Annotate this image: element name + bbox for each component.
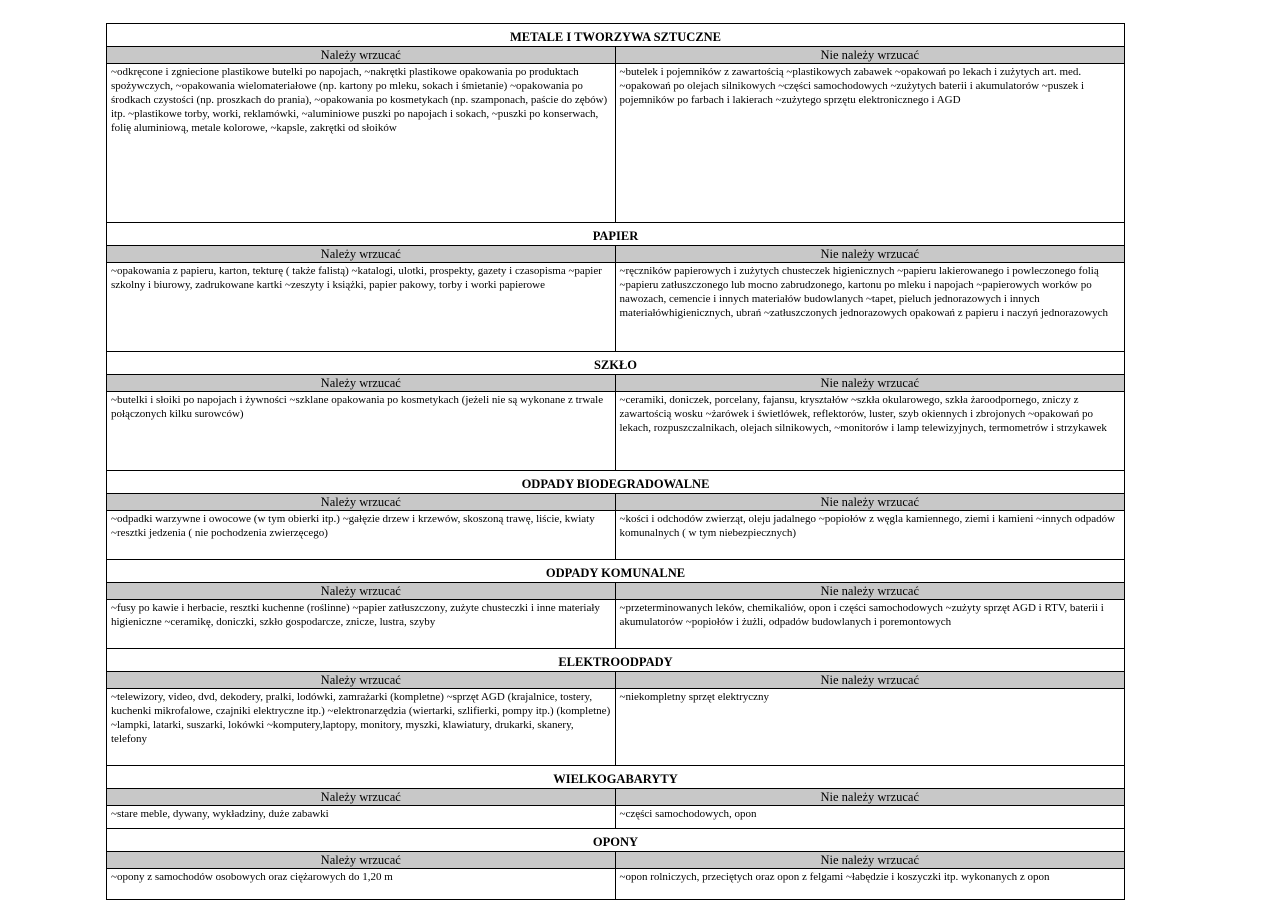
forbidden-header: Nie należy wrzucać <box>820 790 920 804</box>
section-title: SZKŁO <box>593 358 638 372</box>
forbidden-items: ~ceramiki, doniczek, porcelany, fajansu, kryształów ~szkła okularowego, szkła żaroodpornego, zniczy z zawartością wosku ~żarówek i świetlówek, reflektorów, luster, szyb okiennych i zbrojonych ~opakowań po lekach, rozpuszczalnikach, olejach silnikowych, ~monitorów i lamp telewizyjnych, termometrów i strzykawek <box>619 394 1107 434</box>
section-body <box>107 868 1124 899</box>
allowed-header: Należy wrzucać <box>107 789 616 805</box>
section-title: ELEKTROODPADY <box>558 655 673 669</box>
section-title: ODPADY KOMUNALNE <box>545 566 686 580</box>
forbidden-items: ~części samochodowych, opon <box>619 808 757 820</box>
allowed-items: ~odkręcone i zgniecione plastikowe butelki po napojach, ~nakrętki plastikowe opakowania po produktach spożywczych, ~opakowania wielomateriałowe (np. kartony po mleku, sokach i śmietanie) ~opakowania po środkach czystości (np. proszkach do prania), ~opakowania po kosmetykach (np. szamponach, paście do zębów) itp. ~plastikowe torby, worki, reklamówki, ~aluminiowe puszki po napojach i sokach, ~puszki po konserwach, folię aluminiową, metale kolorowe, ~kapsle, zakrętki od słoików <box>107 64 616 222</box>
section-body <box>107 391 1124 470</box>
forbidden-items: ~niekompletny sprzęt elektryczny <box>619 691 770 703</box>
forbidden-header: Nie należy wrzucać <box>820 247 920 261</box>
section-municipal <box>107 559 1124 648</box>
forbidden-items: ~kości i odchodów zwierząt, oleju jadalnego ~popiołów z węgla kamiennego, ziemi i kamieni ~innych odpadów komunalnych ( w tym niebezpiecznych) <box>619 513 1116 539</box>
column-headers <box>107 582 1124 599</box>
forbidden-items: ~opon rolniczych, przeciętych oraz opon z felgami ~łabędzie i koszyczki itp. wykonanych z opon <box>619 871 1050 883</box>
section-body <box>107 688 1124 765</box>
section-glass <box>107 351 1124 470</box>
section-body <box>107 599 1124 648</box>
column-headers <box>107 671 1124 688</box>
section-body <box>107 63 1124 222</box>
forbidden-header: Nie należy wrzucać <box>820 376 920 390</box>
section-bulky-waste <box>107 765 1124 828</box>
forbidden-header: Nie należy wrzucać <box>820 673 920 687</box>
section-paper <box>107 222 1124 351</box>
forbidden-header: Nie należy wrzucać <box>820 853 920 867</box>
forbidden-items: ~butelek i pojemników z zawartością ~plastikowych zabawek ~opakowań po lekach i zużytych art. med. ~opakowań po olejach silnikowych ~części samochodowych ~zużytych baterii i akumulatorów ~puszek i pojemników po farbach i lakierach ~zużytego sprzętu elektronicznego i AGD <box>619 66 1085 106</box>
section-title: METALE I TWORZYWA SZTUCZNE <box>509 30 722 44</box>
section-title: PAPIER <box>592 229 639 243</box>
waste-sorting-table <box>106 23 1125 900</box>
allowed-items: ~opakowania z papieru, karton, tekturę ( także falistą) ~katalogi, ulotki, prospekty, gazety i czasopisma ~papier szkolny i biurowy, zadrukowane kartki ~zeszyty i książki, papier pakowy, torby i worki papierowe <box>107 263 616 351</box>
section-metals-plastics <box>107 24 1124 222</box>
column-headers <box>107 493 1124 510</box>
column-headers <box>107 374 1124 391</box>
section-biodegradable <box>107 470 1124 559</box>
allowed-items: ~odpadki warzywne i owocowe (w tym obierki itp.) ~gałęzie drzew i krzewów, skoszoną trawę, liście, kwiaty ~resztki jedzenia ( nie pochodzenia zwierzęcego) <box>107 511 616 559</box>
forbidden-items: ~przeterminowanych leków, chemikaliów, opon i części samochodowych ~zużyty sprzęt AGD i RTV, baterii i akumulatorów ~popiołów i żużli, odpadów budowlanych i poremontowych <box>619 602 1104 628</box>
forbidden-items: ~ręczników papierowych i zużytych chusteczek higienicznych ~papieru lakierowanego i powleczonego folią ~papieru zatłuszczonego lub mocno zabrudzonego, kartonu po mleku i napojach ~papierowych worków po nawozach, cemencie i innych materiałów budowlanych ~tapet, pieluch jednorazowych i innych materiałówhigienicznych, ubrań ~zatłuszczonych jednorazowych opakowań z papieru i naczyń jednorazowych <box>619 265 1109 319</box>
allowed-items: ~butelki i słoiki po napojach i żywności ~szklane opakowania po kosmetykach (jeżeli nie są wykonane z trwale połączonych kilku surowców) <box>107 392 616 470</box>
allowed-header: Należy wrzucać <box>107 47 616 63</box>
column-headers <box>107 788 1124 805</box>
allowed-items: ~opony z samochodów osobowych oraz ciężarowych do 1,20 m <box>107 869 616 899</box>
section-title: WIELKOGABARYTY <box>553 772 678 786</box>
column-headers <box>107 46 1124 63</box>
allowed-header: Należy wrzucać <box>107 583 616 599</box>
column-headers <box>107 245 1124 262</box>
forbidden-header: Nie należy wrzucać <box>820 584 920 598</box>
section-title: OPONY <box>592 835 639 849</box>
allowed-header: Należy wrzucać <box>107 375 616 391</box>
allowed-items: ~telewizory, video, dvd, dekodery, pralki, lodówki, zamrażarki (kompletne) ~sprzęt AGD (krajalnice, tostery, kuchenki mikrofalowe, czajniki elektryczne itp.) ~elektronarzędzia (wiertarki, szlifierki, pompy itp.) (kompletne) ~lampki, latarki, suszarki, lokówki ~komputery,laptopy, monitory, myszki, klawiatury, drukarki, skanery, telefony <box>107 689 616 765</box>
allowed-header: Należy wrzucać <box>107 246 616 262</box>
allowed-header: Należy wrzucać <box>107 672 616 688</box>
section-title: ODPADY BIODEGRADOWALNE <box>521 477 710 491</box>
column-headers <box>107 851 1124 868</box>
section-electronics <box>107 648 1124 765</box>
allowed-header: Należy wrzucać <box>107 494 616 510</box>
section-body <box>107 262 1124 351</box>
section-body <box>107 805 1124 828</box>
section-tires <box>107 828 1124 899</box>
forbidden-header: Nie należy wrzucać <box>820 495 920 509</box>
allowed-header: Należy wrzucać <box>107 852 616 868</box>
section-body <box>107 510 1124 559</box>
forbidden-header: Nie należy wrzucać <box>820 48 920 62</box>
allowed-items: ~stare meble, dywany, wykładziny, duże zabawki <box>107 806 616 828</box>
allowed-items: ~fusy po kawie i herbacie, resztki kuchenne (roślinne) ~papier zatłuszczony, zużyte chusteczki i inne materiały higieniczne ~ceramikę, doniczki, szkło gospodarcze, znicze, lustra, szyby <box>107 600 616 648</box>
